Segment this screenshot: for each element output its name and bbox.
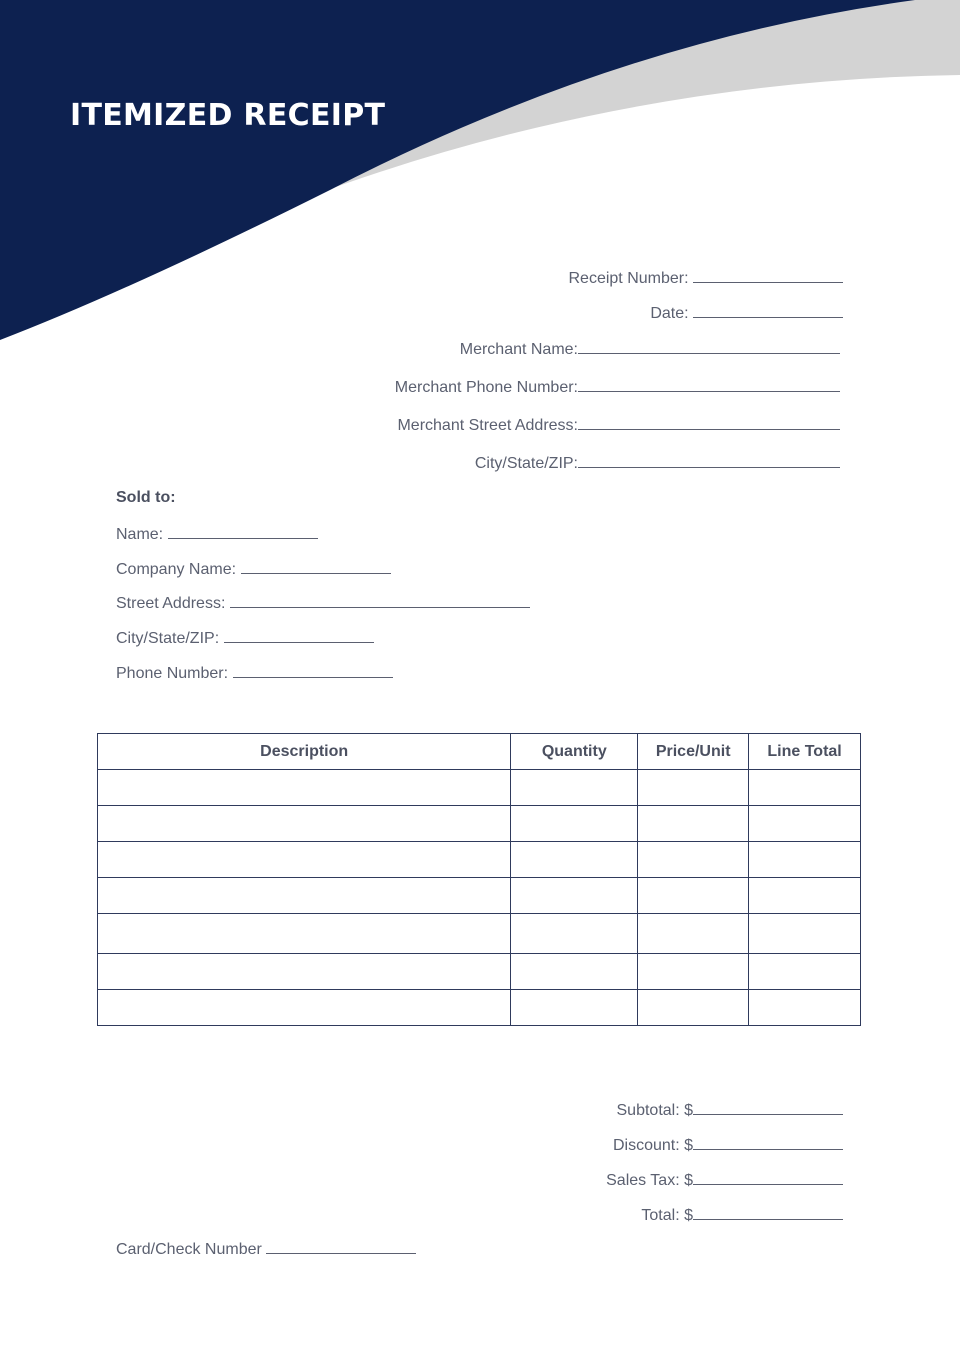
price-unit-cell[interactable] — [638, 806, 749, 842]
company-name-label: Company Name: — [116, 561, 241, 578]
line-total-cell[interactable] — [749, 842, 861, 878]
buyer-street-line[interactable] — [230, 593, 530, 608]
merchant-address-label: Merchant Street Address: — [397, 417, 578, 434]
price-unit-cell[interactable] — [638, 878, 749, 914]
header-description: Description — [98, 734, 511, 770]
buyer-city-label: City/State/ZIP: — [116, 630, 224, 647]
buyer-name-label: Name: — [116, 526, 168, 543]
table-row — [98, 878, 861, 914]
table-row — [98, 990, 861, 1026]
merchant-address-line[interactable] — [578, 415, 840, 430]
buyer-phone-label: Phone Number: — [116, 665, 233, 682]
merchant-phone-line[interactable] — [578, 377, 840, 392]
quantity-cell[interactable] — [511, 878, 638, 914]
quantity-cell[interactable] — [511, 914, 638, 954]
discount-label: Discount: $ — [612, 1137, 693, 1154]
date-line[interactable] — [693, 303, 843, 318]
merchant-name-label: Merchant Name: — [459, 341, 578, 358]
table-row — [98, 954, 861, 990]
merchant-phone-label: Merchant Phone Number: — [394, 379, 578, 396]
sold-to-heading: Sold to: — [116, 489, 176, 506]
quantity-cell[interactable] — [511, 954, 638, 990]
line-total-cell[interactable] — [749, 914, 861, 954]
merchant-name-field[interactable] — [460, 339, 840, 359]
price-unit-cell[interactable] — [638, 770, 749, 806]
total-line[interactable] — [693, 1205, 843, 1220]
subtotal-line[interactable] — [693, 1100, 843, 1115]
total-label: Total: $ — [641, 1207, 693, 1224]
line-total-cell[interactable] — [749, 878, 861, 914]
subtotal-label: Subtotal: $ — [616, 1102, 693, 1119]
header-line-total: Line Total — [749, 734, 861, 770]
total-field[interactable] — [641, 1205, 843, 1225]
table-row — [98, 914, 861, 954]
price-unit-cell[interactable] — [638, 954, 749, 990]
price-unit-cell[interactable] — [638, 990, 749, 1026]
document-title: ITEMIZED RECEIPT — [70, 98, 386, 133]
buyer-city-field[interactable] — [116, 628, 374, 648]
table-header-row — [98, 734, 861, 770]
buyer-name-field[interactable] — [116, 524, 318, 544]
receipt-number-label: Receipt Number: — [568, 270, 693, 287]
table-row — [98, 842, 861, 878]
price-unit-cell[interactable] — [638, 842, 749, 878]
description-cell[interactable] — [98, 842, 511, 878]
description-cell[interactable] — [98, 914, 511, 954]
card-check-field[interactable] — [116, 1239, 416, 1259]
merchant-city-line[interactable] — [578, 453, 840, 468]
buyer-phone-line[interactable] — [233, 663, 393, 678]
buyer-phone-field[interactable] — [116, 663, 393, 683]
quantity-cell[interactable] — [511, 990, 638, 1026]
header-price-unit: Price/Unit — [638, 734, 749, 770]
header-quantity: Quantity — [511, 734, 638, 770]
description-cell[interactable] — [98, 990, 511, 1026]
merchant-address-field[interactable] — [397, 415, 840, 435]
card-check-label: Card/Check Number — [116, 1241, 267, 1258]
description-cell[interactable] — [98, 806, 511, 842]
quantity-cell[interactable] — [511, 842, 638, 878]
buyer-name-line[interactable] — [168, 524, 318, 539]
date-field[interactable] — [650, 303, 843, 323]
price-unit-cell[interactable] — [638, 914, 749, 954]
sales-tax-line[interactable] — [693, 1170, 843, 1185]
sales-tax-label: Sales Tax: $ — [606, 1172, 693, 1189]
table-row — [98, 806, 861, 842]
sales-tax-field[interactable] — [606, 1170, 843, 1190]
receipt-number-line[interactable] — [693, 268, 843, 283]
discount-field[interactable] — [613, 1135, 843, 1155]
line-total-cell[interactable] — [749, 770, 861, 806]
date-label: Date: — [650, 305, 693, 322]
description-cell[interactable] — [98, 770, 511, 806]
buyer-city-line[interactable] — [224, 628, 374, 643]
company-name-field[interactable] — [116, 559, 391, 579]
subtotal-field[interactable] — [617, 1100, 844, 1120]
discount-line[interactable] — [693, 1135, 843, 1150]
merchant-name-line[interactable] — [578, 339, 840, 354]
receipt-number-field[interactable] — [569, 268, 844, 288]
merchant-city-label: City/State/ZIP: — [474, 455, 578, 472]
quantity-cell[interactable] — [511, 770, 638, 806]
merchant-city-field[interactable] — [475, 453, 840, 473]
buyer-street-field[interactable] — [116, 593, 530, 613]
description-cell[interactable] — [98, 878, 511, 914]
card-check-line[interactable] — [266, 1239, 416, 1254]
buyer-street-label: Street Address: — [116, 595, 230, 612]
line-total-cell[interactable] — [749, 806, 861, 842]
table-row — [98, 770, 861, 806]
description-cell[interactable] — [98, 954, 511, 990]
items-table — [97, 733, 861, 1026]
merchant-phone-field[interactable] — [395, 377, 840, 397]
line-total-cell[interactable] — [749, 954, 861, 990]
company-name-line[interactable] — [241, 559, 391, 574]
line-total-cell[interactable] — [749, 990, 861, 1026]
quantity-cell[interactable] — [511, 806, 638, 842]
